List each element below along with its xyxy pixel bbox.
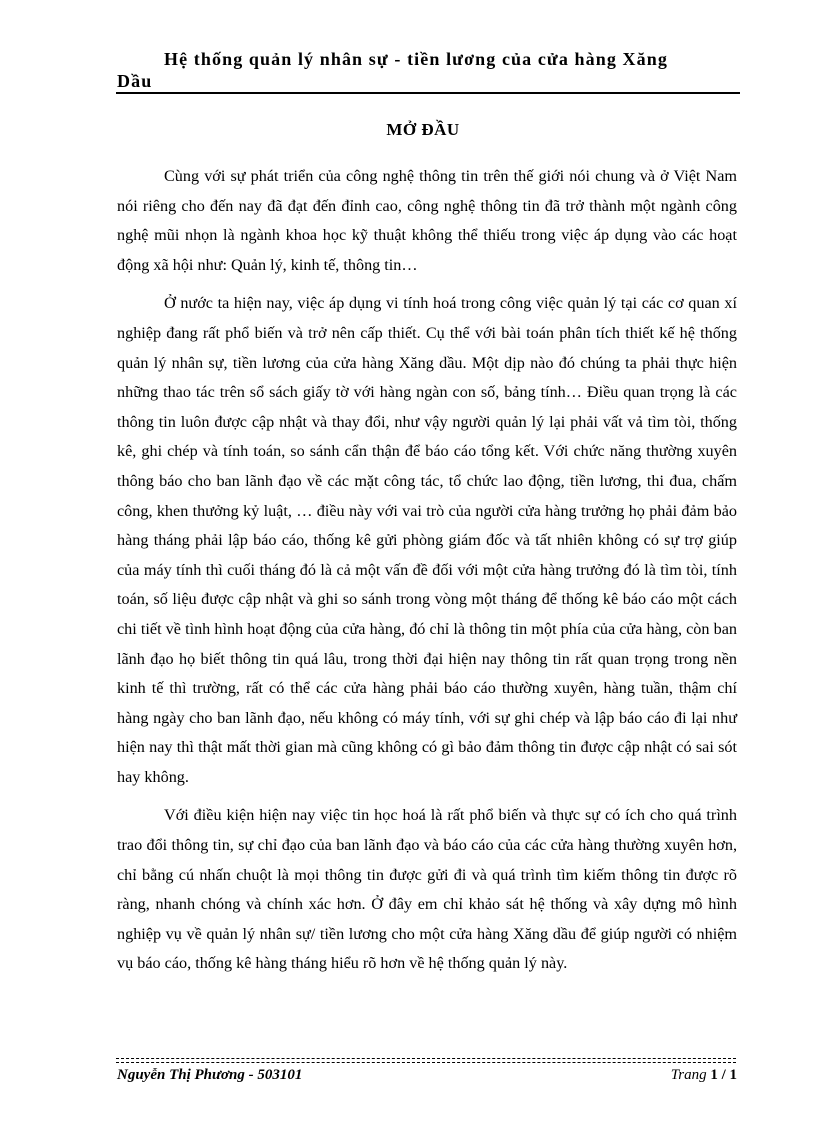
footer-author: Nguyễn Thị Phương - 503101 <box>117 1067 303 1083</box>
header-title-line-2: Dầu <box>117 71 153 91</box>
footer-page-label: Trang <box>670 1067 707 1083</box>
footer-page-indicator <box>671 1067 737 1084</box>
body-text <box>117 162 737 979</box>
paragraph: Ở nước ta hiện nay, việc áp dụng vi tính hoá trong công việc quản lý tại các cơ quan xí nghiệp đang rất phổ biến và trở nên cấp thiết. Cụ thể với bài toán phân tích thiết kế hệ thống quản lý nhân sự, tiền lương của cửa hàng Xăng dầu. Một dịp nào đó chúng ta phải thực hiện những thao tác trên sổ sách giấy tờ với hàng ngàn con số, bảng tính… Điều quan trọng là các thông tin luôn được cập nhật và thay đổi, như vậy người quản lý lại phải vất vả tìm tòi, thống kê, ghi chép và tính toán, so sánh cẩn thận để báo cáo tổng kết. Với chức năng thường xuyên thông báo cho ban lãnh đạo về các mặt công tác, tổ chức lao động, tiền lương, thi đua, chấm công, khen thưởng kỷ luật, … điều này với vai trò của người cửa hàng trưởng họ phải đảm bảo hàng tháng phải lập báo cáo, thống kê gửi phòng giám đốc và tất nhiên không có sự trợ giúp của máy tính thì cuối tháng đó là cả một vấn đề đối với một cửa hàng trưởng đó là tìm tòi, tính toán, số liệu được cập nhật và ghi so sánh trong vòng một tháng để thống kê báo cáo một cách chi tiết về tình hình hoạt động của cửa hàng, đó chỉ là thông tin một phía của cửa hàng, còn ban lãnh đạo họ biết thông tin quá lâu, trong thời đại hiện nay thông tin rất quan trọng trong nền kinh tế thì trường, rất có thể các cửa hàng phải báo cáo thường xuyên, hàng tuần, thậm chí hàng ngày cho ban lãnh đạo, nếu không có máy tính, với sự ghi chép và lập báo cáo đi lại như hiện nay thì thật mất thời gian mà cũng không có gì bảo đảm thông tin được cập nhật có sai sót hay không. <box>117 294 737 786</box>
header-rule <box>116 92 740 94</box>
paragraph: Cùng với sự phát triển của công nghệ thông tin trên thế giới nói chung và ở Việt Nam nói riêng cho đến nay đã đạt đến đỉnh cao, công nghệ thông tin đã trở thành một ngành công nghệ mũi nhọn là ngành khoa học kỹ thuật không thể thiếu trong việc áp dụng vào các hoạt động xã hội như: Quản lý, kinh tế, thông tin… <box>117 167 737 274</box>
header-title-line-1: Hệ thống quản lý nhân sự - tiền lương của cửa hàng Xăng <box>164 49 668 69</box>
footer-page-number: 1 / 1 <box>710 1067 737 1083</box>
footer-rule-secondary <box>116 1062 736 1063</box>
paragraph: Với điều kiện hiện nay việc tin học hoá là rất phổ biến và thực sự có ích cho quá trình trao đổi thông tin, sự chỉ đạo của ban lãnh đạo và báo cáo của các cửa hàng thường xuyên hơn, chỉ bằng cú nhấn chuột là mọi thông tin được gửi đi và quá trình tìm kiếm thông tin được rõ ràng, nhanh chóng và chính xác hơn. Ở đây em chỉ khảo sát hệ thống và xây dựng mô hình nghiệp vụ về quản lý nhân sự/ tiền lương cho một cửa hàng Xăng dầu để giúp người có nhiệm vụ báo cáo, thống kê hàng tháng hiểu rõ hơn về hệ thống quản lý này. <box>117 806 737 973</box>
footer-rule <box>116 1058 736 1059</box>
page-header <box>117 48 737 92</box>
section-title: MỞ ĐẦU <box>386 120 460 139</box>
